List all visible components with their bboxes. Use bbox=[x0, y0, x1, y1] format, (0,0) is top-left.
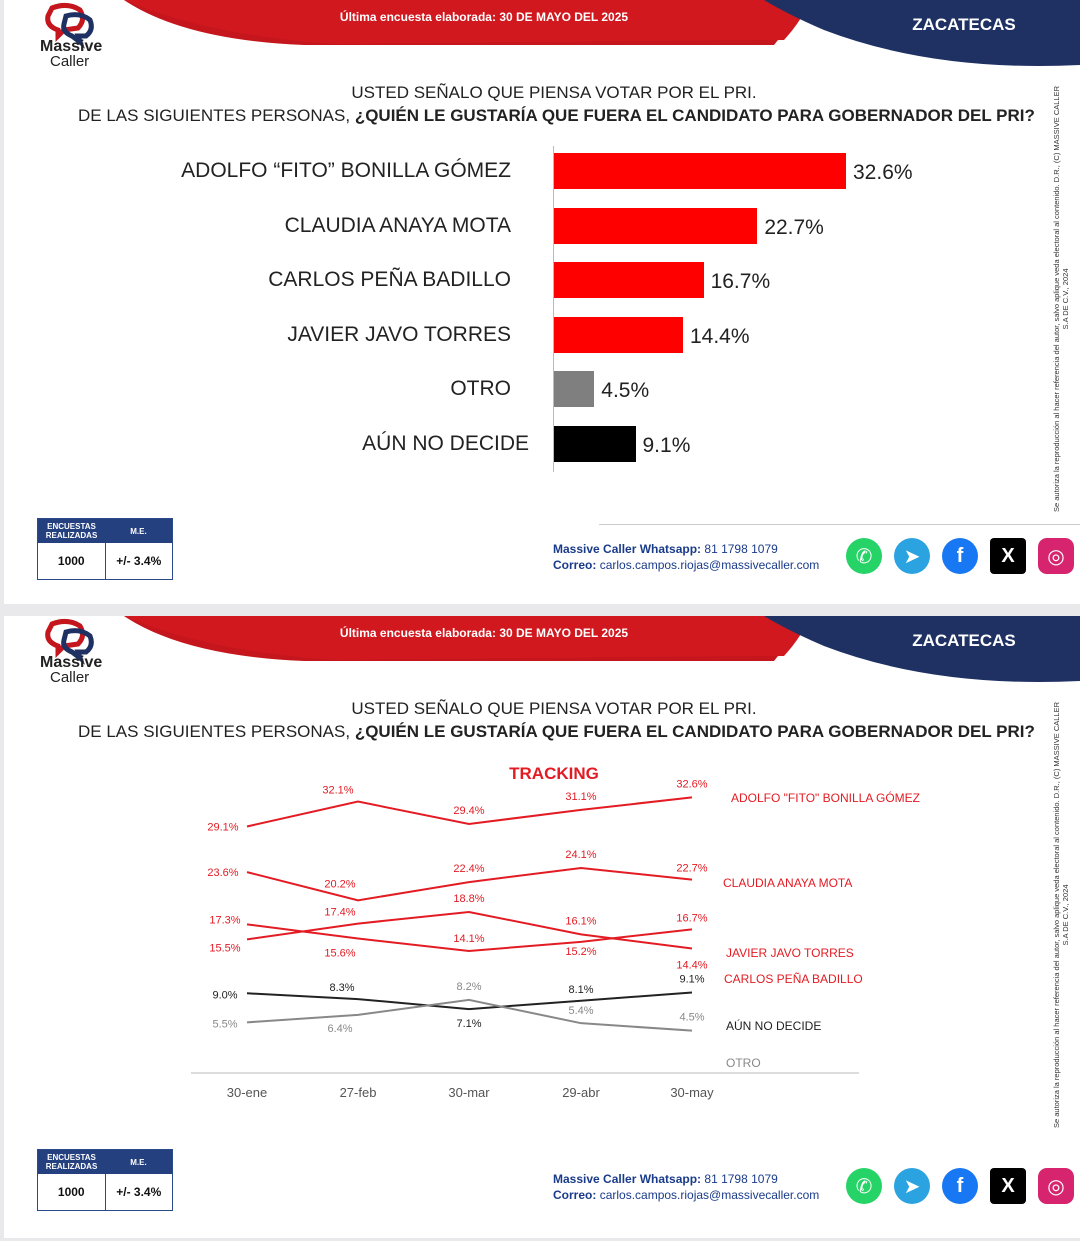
whatsapp-icon[interactable]: ✆ bbox=[846, 1168, 882, 1204]
bar-chart-slide bbox=[4, 0, 1080, 604]
bar-value-label: 32.6% bbox=[853, 161, 913, 184]
data-label: 15.5% bbox=[209, 942, 241, 955]
bar-value-label: 22.7% bbox=[764, 215, 824, 239]
data-label: 8.3% bbox=[329, 982, 355, 995]
bar bbox=[554, 371, 594, 407]
series-legend-label: CLAUDIA ANAYA MOTA bbox=[723, 876, 853, 890]
brand-name: Massive bbox=[40, 654, 103, 671]
brand-name-2: Caller bbox=[50, 53, 90, 70]
data-label: 5.4% bbox=[568, 1005, 594, 1018]
contact-info: Massive Caller Whatsapp: 81 1798 1079 Correo: carlos.campos.riojas@massivecaller.com bbox=[553, 542, 820, 572]
whatsapp-number[interactable]: 81 1798 1079 bbox=[704, 1172, 778, 1186]
facebook-icon[interactable]: f bbox=[942, 538, 978, 574]
surveys-count: 1000 bbox=[57, 1185, 85, 1199]
email-link[interactable]: carlos.campos.riojas@massivecaller.com bbox=[599, 1188, 820, 1202]
x-tick-label: 30-mar bbox=[448, 1085, 490, 1100]
data-label: 20.2% bbox=[324, 878, 356, 891]
data-label: 24.1% bbox=[565, 848, 597, 861]
tracking-line-chart bbox=[4, 776, 1080, 1116]
whatsapp-number[interactable]: 81 1798 1079 bbox=[704, 542, 778, 556]
instagram-icon[interactable]: ◎ bbox=[1038, 1168, 1074, 1204]
data-label: 23.6% bbox=[207, 867, 239, 880]
data-label: 14.4% bbox=[676, 959, 708, 972]
table-header-margin: M.E. bbox=[130, 526, 147, 536]
series-legend-label: ADOLFO "FITO" BONILLA GÓMEZ bbox=[731, 791, 920, 805]
region-label: ZACATECAS bbox=[912, 631, 1016, 650]
question-line-1: USTED SEÑALO QUE PIENSA VOTAR POR EL PRI. bbox=[351, 83, 757, 102]
question-line-1: USTED SEÑALO QUE PIENSA VOTAR POR EL PRI. bbox=[351, 699, 757, 718]
facebook-icon[interactable]: f bbox=[942, 1168, 978, 1204]
data-label: 6.4% bbox=[327, 1022, 353, 1035]
brand-name: Massive bbox=[40, 38, 103, 55]
data-label: 17.3% bbox=[209, 914, 241, 927]
bar bbox=[554, 153, 846, 189]
data-label: 15.2% bbox=[565, 945, 597, 958]
series-legend-label: AÚN NO DECIDE bbox=[726, 1019, 822, 1033]
telegram-icon[interactable]: ➤ bbox=[894, 1168, 930, 1204]
contact-info: Massive Caller Whatsapp: 81 1798 1079 Correo: carlos.campos.riojas@massivecaller.com bbox=[553, 1172, 820, 1202]
telegram-icon[interactable]: ➤ bbox=[894, 538, 930, 574]
bar-label: JAVIER JAVO TORRES bbox=[287, 322, 511, 346]
bar-label: CLAUDIA ANAYA MOTA bbox=[284, 213, 511, 237]
copyright-note: Se autoriza la reproducción al hacer referencia del autor, salvo aplique veda electoral al contenido. D.R., (C) MASSIVE CALLER S.A DE C.V., 2024 bbox=[1052, 701, 1070, 1129]
data-label: 15.6% bbox=[324, 947, 356, 960]
data-label: 31.1% bbox=[565, 790, 597, 803]
data-label: 7.1% bbox=[456, 1018, 482, 1031]
question-line-2: DE LAS SIGUIENTES PERSONAS, ¿QUIÉN LE GUSTARÍA QUE FUERA EL CANDIDATO PARA GOBERNADOR DEL PRI? bbox=[78, 106, 1035, 125]
bar-label: ADOLFO “FITO” BONILLA GÓMEZ bbox=[181, 159, 511, 182]
table-header-surveys: ENCUESTAS REALIZADAS bbox=[45, 1153, 98, 1171]
data-label: 9.1% bbox=[679, 973, 705, 986]
bar-value-label: 14.4% bbox=[689, 324, 750, 348]
bar-value-label: 9.1% bbox=[642, 433, 691, 457]
margin-error: +/- 3.4% bbox=[105, 543, 173, 579]
brand-name-2: Caller bbox=[50, 669, 90, 686]
region-label: ZACATECAS bbox=[912, 15, 1016, 34]
social-icons bbox=[846, 538, 1074, 574]
tracking-title: TRACKING bbox=[509, 764, 599, 783]
bar-label: OTRO bbox=[450, 377, 511, 400]
data-label: 14.1% bbox=[453, 932, 485, 945]
series-legend-label: OTRO bbox=[726, 1056, 761, 1070]
x-tick-label: 30-may bbox=[670, 1085, 714, 1100]
bar-value-label: 4.5% bbox=[601, 379, 650, 402]
survey-date: Última encuesta elaborada: 30 DE MAYO DEL 2025 bbox=[339, 10, 629, 24]
series-legend-label: CARLOS PEÑA BADILLO bbox=[724, 972, 863, 986]
data-label: 18.8% bbox=[453, 892, 485, 905]
bar bbox=[554, 208, 757, 244]
table-header-surveys: ENCUESTAS REALIZADAS bbox=[45, 522, 98, 540]
data-label: 29.4% bbox=[453, 804, 485, 817]
instagram-icon[interactable]: ◎ bbox=[1038, 538, 1074, 574]
data-label: 22.7% bbox=[676, 862, 708, 875]
data-label: 16.1% bbox=[565, 915, 597, 928]
copyright-note: Se autoriza la reproducción al hacer referencia del autor, salvo aplique veda electoral al contenido. D.R., (C) MASSIVE CALLER S.A DE C.V., 2024 bbox=[1052, 85, 1070, 513]
data-label: 16.7% bbox=[676, 912, 708, 925]
email-link[interactable]: carlos.campos.riojas@massivecaller.com bbox=[599, 558, 820, 572]
data-label: 4.5% bbox=[679, 1011, 705, 1024]
bar-value-label: 16.7% bbox=[710, 270, 771, 293]
bar bbox=[554, 262, 704, 298]
data-label: 5.5% bbox=[212, 1018, 238, 1031]
data-label: 32.6% bbox=[676, 778, 708, 791]
series-legend-label: JAVIER JAVO TORRES bbox=[726, 946, 854, 960]
social-icons bbox=[846, 1168, 1074, 1204]
whatsapp-icon[interactable]: ✆ bbox=[846, 538, 882, 574]
bar-label: AÚN NO DECIDE bbox=[362, 431, 529, 455]
data-label: 29.1% bbox=[207, 821, 239, 834]
tracking-slide bbox=[4, 616, 1080, 1238]
margin-error: +/- 3.4% bbox=[105, 1174, 173, 1210]
surveys-count: 1000 bbox=[57, 554, 85, 568]
data-label: 9.0% bbox=[212, 989, 238, 1002]
table-header-margin: M.E. bbox=[130, 1157, 147, 1167]
bar-axis bbox=[553, 146, 554, 472]
x-icon[interactable]: X bbox=[990, 1168, 1026, 1204]
x-icon[interactable]: X bbox=[990, 538, 1026, 574]
bar bbox=[554, 426, 636, 462]
x-tick-label: 27-feb bbox=[339, 1085, 377, 1100]
survey-date: Última encuesta elaborada: 30 DE MAYO DEL 2025 bbox=[339, 626, 629, 640]
question-line-2: DE LAS SIGUIENTES PERSONAS, ¿QUIÉN LE GUSTARÍA QUE FUERA EL CANDIDATO PARA GOBERNADOR DEL PRI? bbox=[78, 722, 1035, 741]
bar-label: CARLOS PEÑA BADILLO bbox=[268, 268, 511, 291]
x-tick-label: 29-abr bbox=[562, 1085, 600, 1100]
bar bbox=[554, 317, 683, 353]
data-label: 32.1% bbox=[322, 784, 354, 797]
survey-stats-table bbox=[37, 518, 173, 580]
data-label: 17.4% bbox=[324, 906, 356, 919]
data-label: 8.2% bbox=[456, 980, 482, 993]
survey-stats-table bbox=[37, 1149, 173, 1211]
x-tick-label: 30-ene bbox=[226, 1085, 268, 1100]
data-label: 8.1% bbox=[568, 983, 594, 996]
footer-divider bbox=[599, 524, 1080, 525]
data-label: 22.4% bbox=[453, 863, 485, 876]
